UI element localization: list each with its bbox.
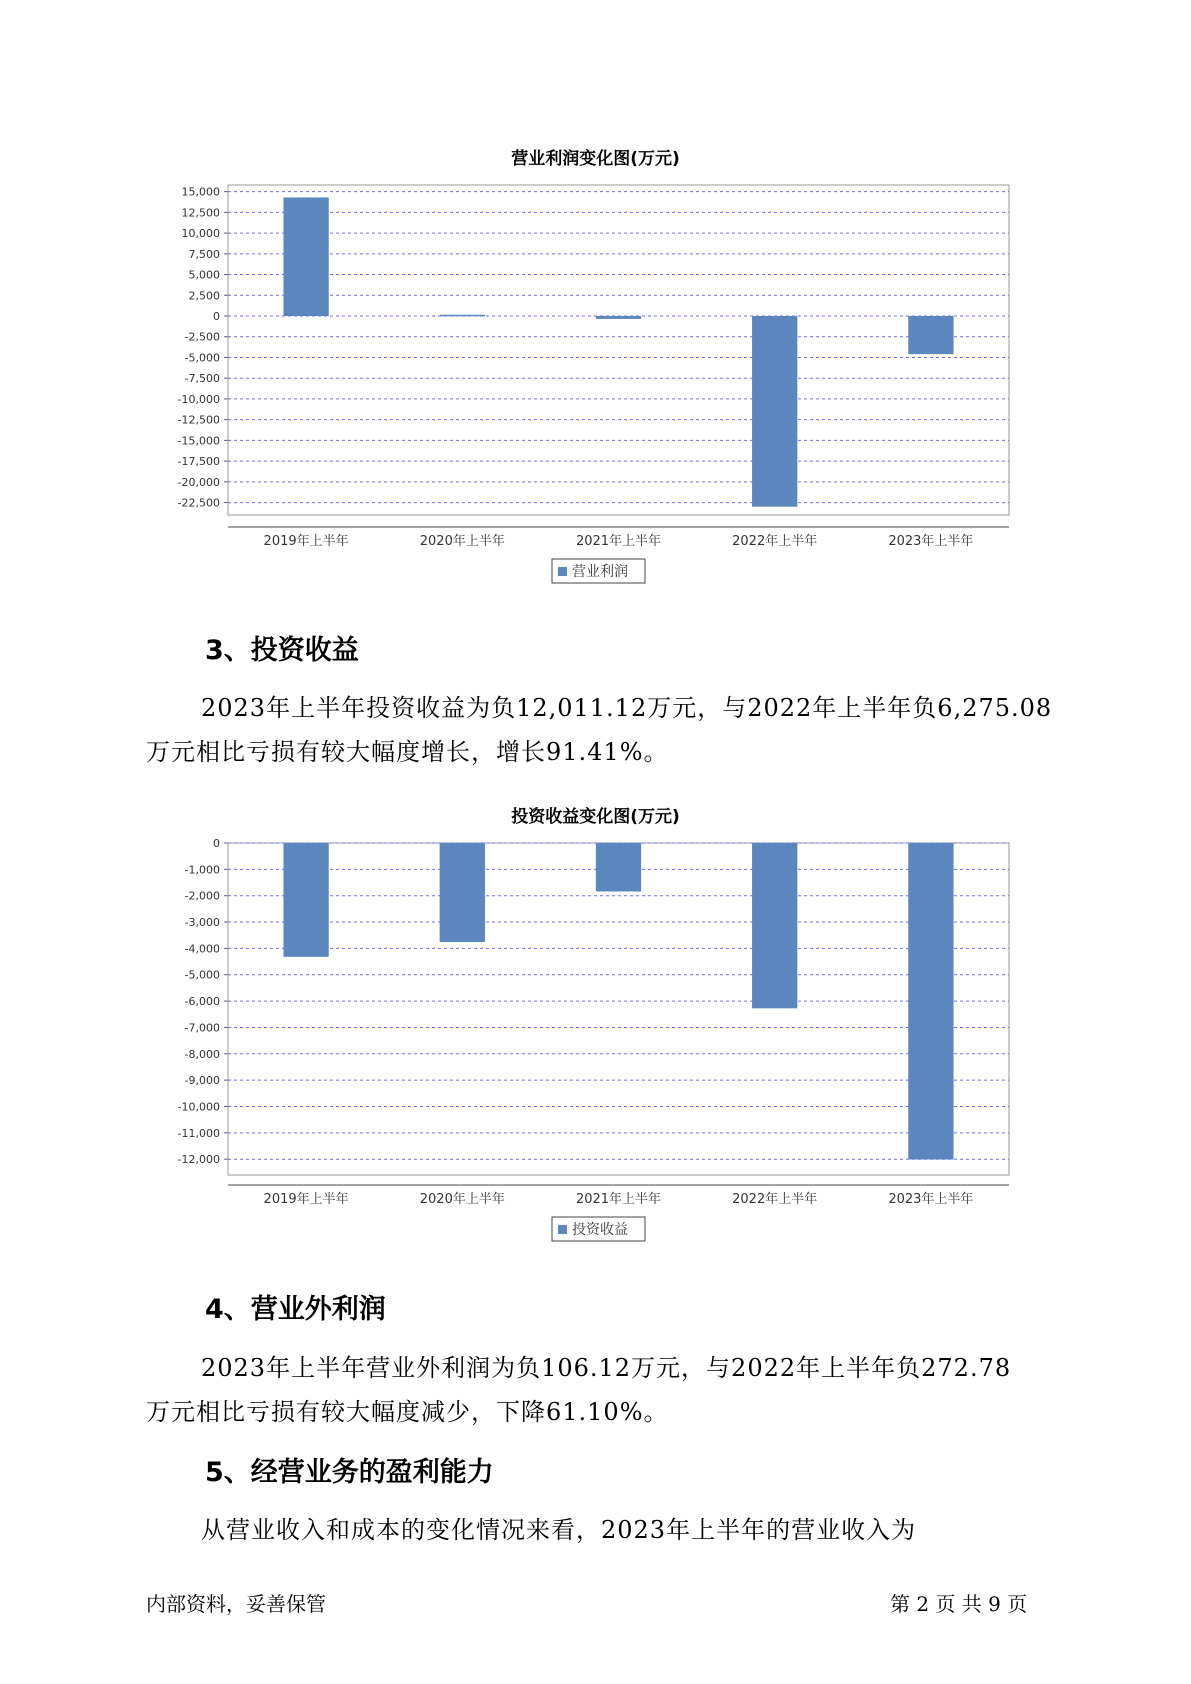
- y-tick-label: -5,000: [184, 968, 220, 982]
- y-tick-label: -22,500: [177, 496, 220, 510]
- y-tick-label: 5,000: [188, 268, 220, 282]
- bar-2: [440, 843, 485, 942]
- y-tick-label: -11,000: [177, 1126, 220, 1140]
- s3-line-1: 2023年上半年投资收益为负12,011.12万元，与2022年上半年负6,275.08: [201, 694, 1053, 722]
- bar-5: [908, 843, 953, 1159]
- footer-confidential: 内部资料，妥善保管: [146, 1592, 326, 1616]
- plot-area: [228, 843, 1009, 1175]
- x-tick-label: 2022年上半年: [732, 1192, 818, 1207]
- x-tick-label: 2021年上半年: [575, 1192, 662, 1207]
- y-tick-label: 2,500: [188, 289, 220, 303]
- x-tick-label: 2023年上半年: [888, 1192, 974, 1207]
- s4-line-2: 万元相比亏损有较大幅度减少，下降61.10%。: [146, 1398, 669, 1426]
- y-tick-label: -5,000: [184, 351, 220, 365]
- bar-3: [596, 843, 641, 891]
- chart1-title: 营业利润变化图(万元): [511, 149, 680, 169]
- y-tick-label: -12,000: [177, 1153, 220, 1167]
- y-tick-label: 10,000: [181, 227, 220, 241]
- bar-1: [283, 197, 328, 316]
- y-tick-label: 0: [213, 837, 220, 850]
- y-tick-label: -20,000: [177, 475, 220, 489]
- y-tick-label: 0: [213, 310, 220, 324]
- y-tick-label: -4,000: [184, 942, 220, 956]
- bar-4: [752, 316, 797, 507]
- chart2-investment-income: [0, 830, 1191, 1250]
- y-tick-label: 15,000: [181, 185, 220, 199]
- y-tick-label: 7,500: [188, 247, 220, 261]
- y-tick-label: -7,500: [184, 372, 220, 386]
- bar-4: [752, 843, 797, 1008]
- y-tick-label: -3,000: [184, 916, 220, 930]
- s4-line-1: 2023年上半年营业外利润为负106.12万元，与2022年上半年负272.78: [201, 1354, 1012, 1382]
- x-tick-label: 2022年上半年: [732, 534, 818, 549]
- x-tick-label: 2020年上半年: [419, 1192, 505, 1207]
- x-tick-label: 2021年上半年: [575, 534, 662, 549]
- bar-5: [908, 316, 953, 354]
- x-tick-label: 2020年上半年: [419, 534, 505, 549]
- y-tick-label: 12,500: [181, 206, 220, 220]
- legend-label: 投资收益: [572, 1222, 628, 1238]
- s5-line-1: 从营业收入和成本的变化情况来看，2023年上半年的营业收入为: [201, 1516, 917, 1544]
- y-tick-label: -12,500: [177, 413, 220, 427]
- y-tick-label: -17,500: [177, 455, 220, 469]
- heading-investment-income: 3、投资收益: [205, 635, 359, 666]
- plot-area: [228, 185, 1009, 515]
- s3-line-2: 万元相比亏损有较大幅度增长，增长91.41%。: [146, 738, 669, 766]
- y-tick-label: -9,000: [184, 1074, 220, 1088]
- chart2-title: 投资收益变化图(万元): [511, 807, 680, 827]
- y-tick-label: -2,500: [184, 330, 220, 344]
- bar-3: [596, 316, 641, 319]
- legend-swatch: [558, 567, 567, 576]
- y-tick-label: -10,000: [177, 1100, 220, 1114]
- x-tick-label: 2019年上半年: [263, 534, 349, 549]
- y-tick-label: -7,000: [184, 1021, 220, 1035]
- bar-1: [283, 843, 328, 957]
- x-tick-label: 2019年上半年: [263, 1192, 349, 1207]
- chart1-operating-profit: [0, 178, 1191, 598]
- y-tick-label: -15,000: [177, 434, 220, 448]
- bar-2: [440, 315, 485, 317]
- x-tick-label: 2023年上半年: [888, 534, 974, 549]
- y-tick-label: -8,000: [184, 1047, 220, 1061]
- heading-non-operating-profit: 4、营业外利润: [205, 1294, 386, 1325]
- legend-swatch: [558, 1225, 567, 1234]
- y-tick-label: -10,000: [177, 392, 220, 406]
- footer-page-number: 第 2 页 共 9 页: [890, 1592, 1028, 1616]
- legend-label: 营业利润: [572, 564, 628, 580]
- y-tick-label: -6,000: [184, 995, 220, 1009]
- heading-profitability: 5、经营业务的盈利能力: [205, 1457, 494, 1488]
- y-tick-label: -1,000: [184, 863, 220, 877]
- y-tick-label: -2,000: [184, 889, 220, 903]
